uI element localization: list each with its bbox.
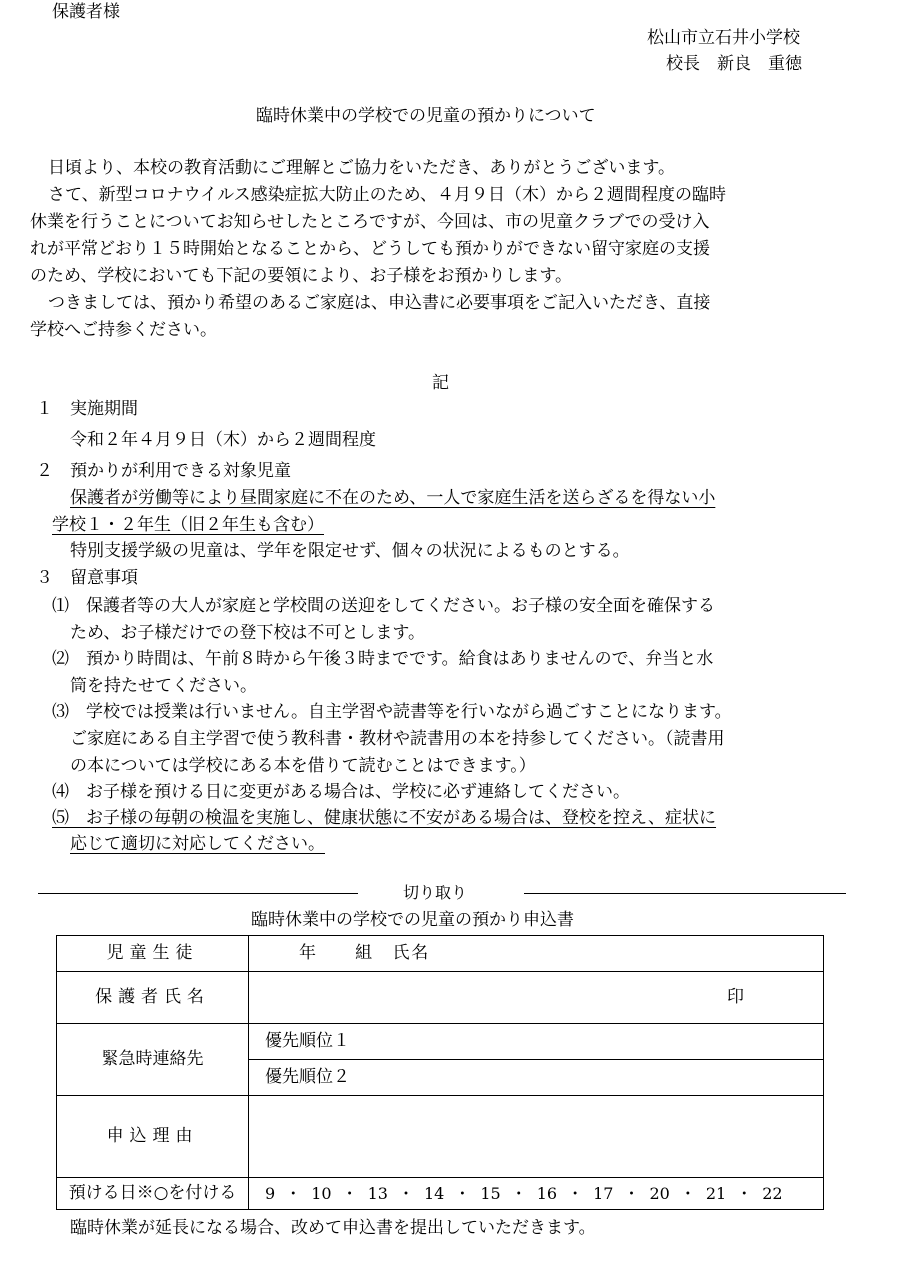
day-option[interactable]: 10 [311,1183,332,1203]
day-option[interactable]: 9 [265,1183,276,1203]
days-label: 預ける日※○を付ける [57,1178,249,1210]
day-separator: ・ [510,1183,527,1203]
day-option[interactable]: 16 [536,1183,558,1203]
note-2-line-1: ⑵ 預かり時間は、午前８時から午後３時までです。給食はありませんので、弁当と水 [52,649,714,669]
note-1-line-2: ため、お子様だけでの登下校は不可とします。 [70,623,425,643]
cut-label: 切り取り [403,883,468,902]
section-2-heading: ２ 預かりが利用できる対象児童 [36,461,291,481]
intro-paragraph-2-line-4: のため、学校においても下記の要領により、お子様をお預かりします。 [30,266,572,286]
day-option[interactable]: 20 [649,1183,670,1203]
school-name: 松山市立石井小学校 [647,28,800,48]
day-separator: ・ [679,1183,696,1203]
intro-paragraph-2-line-1: さて、新型コロナウイルス感染症拡大防止のため、４月９日（木）から２週間程度の臨時 [48,185,726,205]
day-separator: ・ [397,1183,414,1203]
form-row-guardian [57,972,824,1024]
day-separator: ・ [567,1183,584,1203]
document-title: 臨時休業中の学校での児童の預かりについて [256,106,596,126]
section-1-heading: １ 実施期間 [36,399,138,419]
section-2-line-3: 特別支援学級の児童は、学年を限定せず、個々の状況によるものとする。 [70,541,630,561]
day-separator: ・ [285,1183,302,1203]
intro-paragraph-2-line-2: 休業を行うことについてお知らせしたところですが、今回は、市の児童クラブでの受け入 [30,212,710,232]
intro-paragraph-3-line-1: つきましては、預かり希望のあるご家庭は、申込書に必要事項をご記入いただき、直接 [48,293,711,313]
day-separator: ・ [623,1183,640,1203]
form-title: 臨時休業中の学校での児童の預かり申込書 [251,910,574,930]
day-option[interactable]: 14 [423,1183,445,1203]
note-2-line-2: 筒を持たせてください。 [70,676,257,696]
note-3-line-1: ⑶ 学校では授業は行いません。自主学習や読書等を行いながら過ごすことになります。 [52,702,732,722]
guardian-label: 保護者氏名 [57,972,249,1024]
intro-paragraph-3-line-2: 学校へご持参ください。 [30,320,217,340]
section-1-body: 令和２年４月９日（木）から２週間程度 [70,430,376,450]
reason-field[interactable] [249,1096,824,1178]
day-option[interactable]: 22 [762,1183,783,1203]
cut-line-right [524,893,846,894]
section-2-line-2: 学校１・２年生（旧２年生も含む） [52,515,324,535]
section-2-line-1: 保護者が労働等により昼間家庭に不在のため、一人で家庭生活を送らざるを得ない小 [70,488,716,508]
recipient: 保護者様 [52,2,120,22]
application-form [56,935,824,1210]
reason-label: 申込理由 [57,1096,249,1178]
form-row-days [57,1178,824,1210]
seal-mark: 印 [727,987,744,1007]
form-row-reason [57,1096,824,1178]
intro-paragraph-2-line-3: れが平常どおり１５時開始となることから、どうしても預かりができない留守家庭の支援 [30,239,710,259]
day-option[interactable]: 21 [705,1183,727,1203]
form-row-emergency-1 [57,1024,824,1060]
footer-note: 臨時休業が延長になる場合、改めて申込書を提出していただきます。 [70,1218,596,1238]
note-1-line-1: ⑴ 保護者等の大人が家庭と学校間の送迎をしてください。お子様の安全面を確保する [52,596,715,616]
form-row-student [57,936,824,972]
cut-line-left [38,893,358,894]
note-4-line-1: ⑷ お子様を預ける日に変更がある場合は、学校に必ず連絡してください。 [52,782,630,802]
day-option[interactable]: 17 [593,1183,614,1203]
day-option[interactable]: 15 [480,1183,501,1203]
ki-heading: 記 [432,373,449,393]
days-field [249,1178,824,1210]
day-separator: ・ [341,1183,358,1203]
priority-2-field[interactable]: 優先順位２ [249,1060,824,1096]
guardian-field[interactable] [249,972,824,1024]
section-3-heading: ３ 留意事項 [36,568,138,588]
note-5-line-1: ⑸ お子様の毎朝の検温を実施し、健康状態に不安がある場合は、登校を控え、症状に [52,808,717,828]
intro-paragraph-1: 日頃より、本校の教育活動にご理解とご協力をいただき、ありがとうございます。 [48,158,675,178]
day-separator: ・ [454,1183,471,1203]
day-separator: ・ [736,1183,753,1203]
emergency-label: 緊急時連絡先 [57,1024,249,1096]
note-3-line-2: ご家庭にある自主学習で使う教科書・教材や読書用の本を持参してください。（読書用 [70,729,725,749]
student-label: 児童生徒 [57,936,249,972]
principal-name: 校長 新良 重徳 [666,54,802,74]
student-field[interactable]: 年 組 氏名 [249,936,824,972]
note-5-line-2: 応じて適切に対応してください。 [70,834,325,854]
day-option[interactable]: 13 [367,1183,388,1203]
priority-1-field[interactable]: 優先順位１ [249,1024,824,1060]
note-3-line-3: の本については学校にある本を借りて読むことはできます。） [70,756,536,776]
